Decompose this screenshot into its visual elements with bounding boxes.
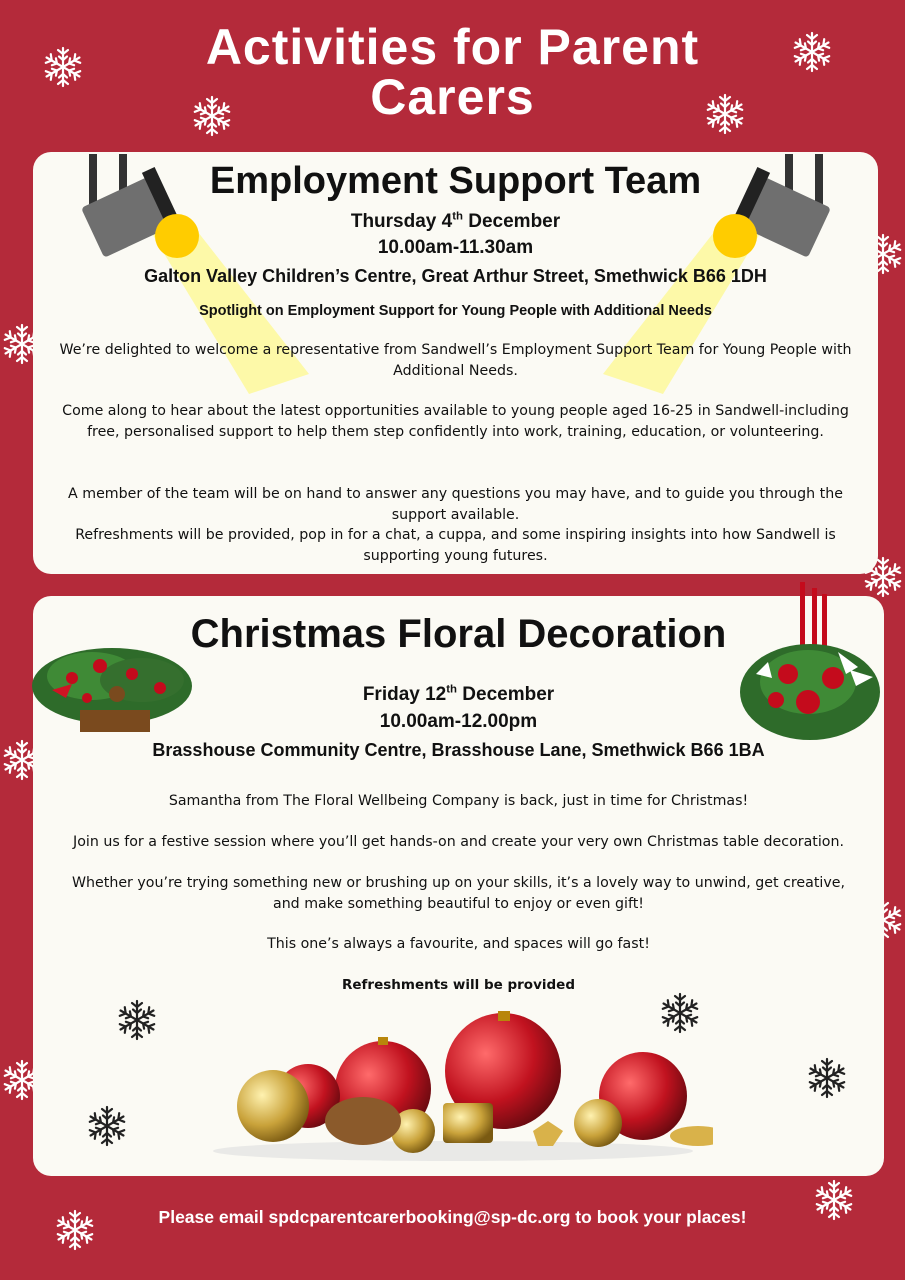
event2-refreshments: Refreshments will be provided xyxy=(342,977,575,993)
floral-arrangement-icon xyxy=(32,628,194,733)
title-line-2: Carers xyxy=(370,69,535,125)
event2-paragraph-2: Join us for a festive session where you’ll get hands-on and create your very own Christmas table decoration. xyxy=(73,834,844,850)
event1-location: Galton Valley Children’s Centre, Great Arthur Street, Smethwick B66 1DH xyxy=(144,266,767,286)
title-line-1: Activities for Parent xyxy=(205,19,700,75)
event1-time: 10.00am-11.30am xyxy=(377,237,534,258)
event1-paragraph-2: Come along to hear about the latest opportunities available to young people aged 16-25 in Sandwell-including free, personalised support to help them step confidently into work, training, education, or volunteering. xyxy=(62,403,849,440)
floral-arrangement-icon xyxy=(738,582,884,750)
event2-location: Brasshouse Community Centre, Brasshouse Lane, Smethwick B66 1BA xyxy=(152,740,765,760)
event2-paragraph-1: Samantha from The Floral Wellbeing Company is back, just in time for Christmas! xyxy=(168,793,749,809)
page-title xyxy=(0,19,905,125)
event2-paragraph-4: This one’s always a favourite, and spaces will go fast! xyxy=(267,936,650,952)
event1-date: Thursday 4th December xyxy=(350,210,561,232)
snowflake-icon xyxy=(805,1056,849,1100)
snowflake-icon xyxy=(115,998,159,1042)
event1-subtitle: Spotlight on Employment Support for Young People with Additional Needs xyxy=(199,303,712,319)
snowflake-icon xyxy=(85,1104,129,1148)
event1-heading: Employment Support Team xyxy=(209,160,702,202)
event1-paragraph-3: A member of the team will be on hand to answer any questions you may have, and to guide you through the support available. xyxy=(68,486,843,523)
event2-date: Friday 12th December xyxy=(362,683,555,705)
bauble-icon xyxy=(203,1011,713,1161)
booking-email-footer: Please email spdcparentcarerbooking@sp-dc.org to book your places! xyxy=(158,1207,747,1227)
event1-paragraph-4: Refreshments will be provided, pop in for a chat, a cuppa, and some inspiring insights into how Sandwell is supporting young futures. xyxy=(75,527,836,564)
event2-time: 10.00am-12.00pm xyxy=(379,711,538,732)
event2-heading: Christmas Floral Decoration xyxy=(190,612,727,656)
event1-paragraph-1: We’re delighted to welcome a representative from Sandwell’s Employment Support Team for Young People with Additional Needs. xyxy=(59,342,852,379)
event2-paragraph-3: Whether you’re trying something new or brushing up on your skills, it’s a lovely way to unwind, get creative, and make something beautiful to enjoy or even gift! xyxy=(72,875,845,912)
employment-support-card xyxy=(33,152,878,574)
